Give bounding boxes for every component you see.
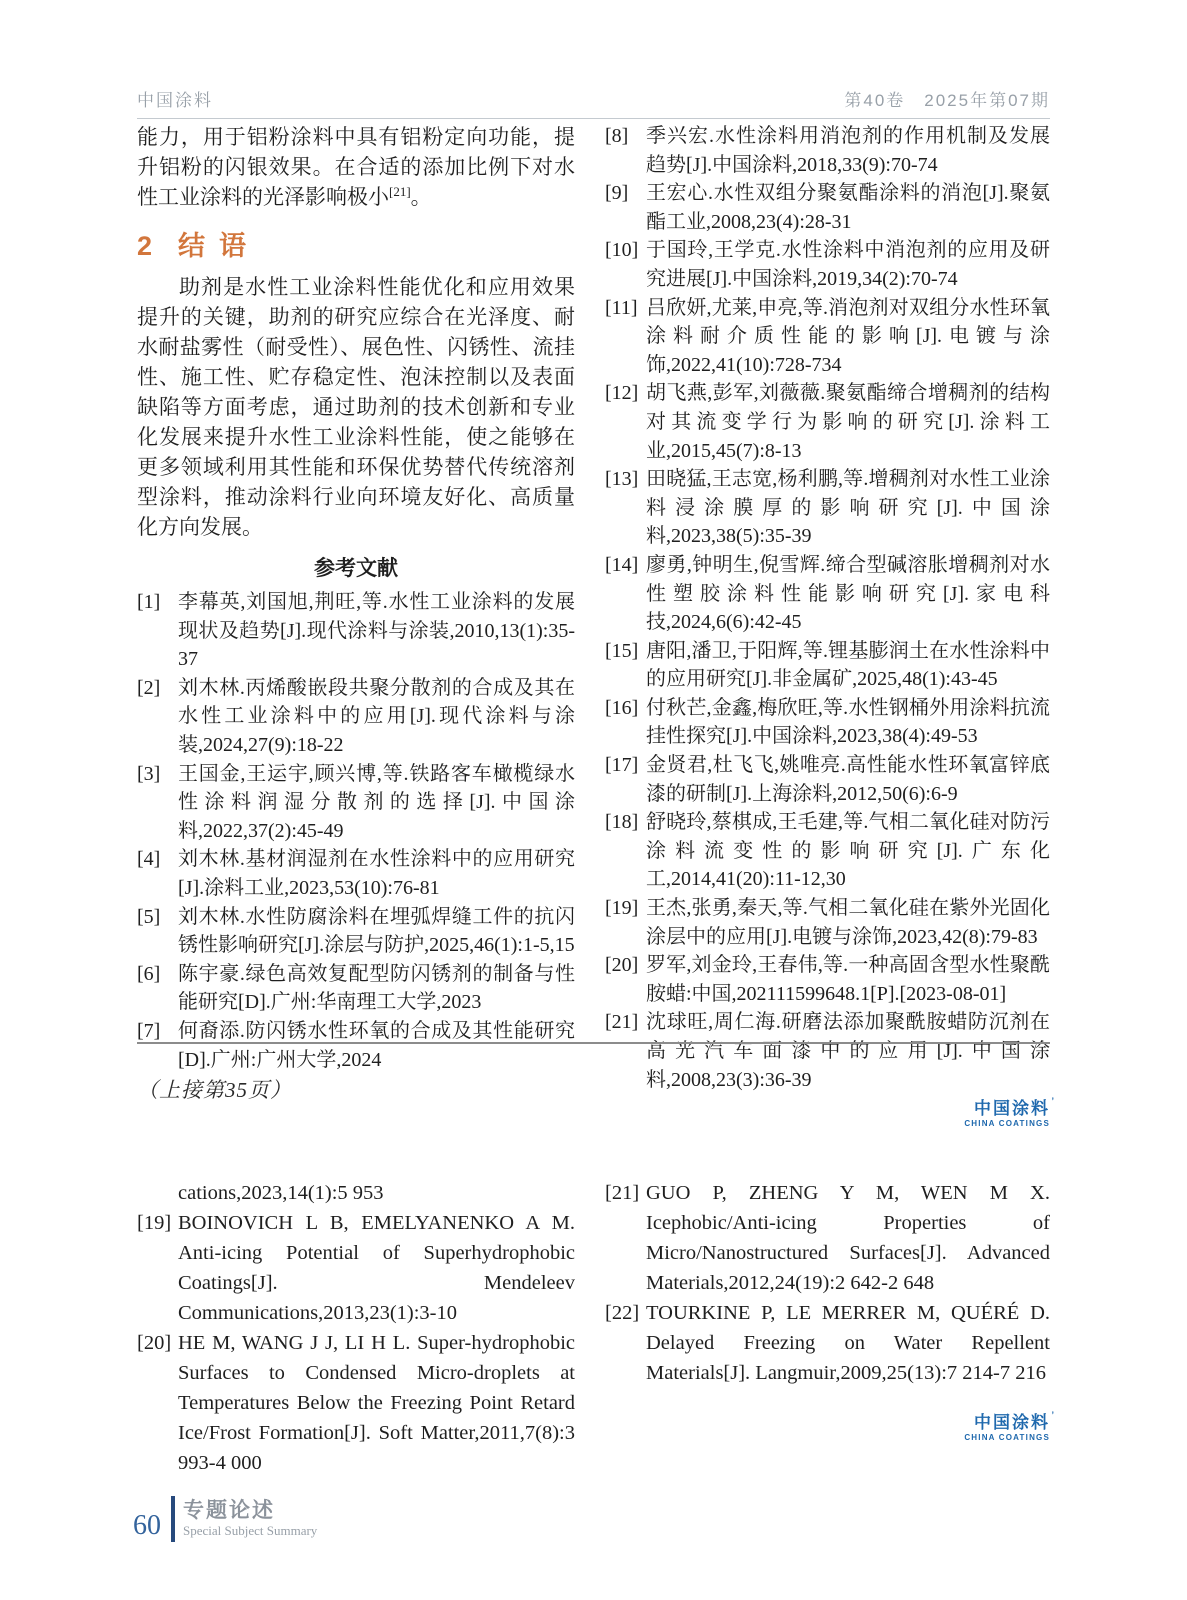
logo-chinese-text: 中国涂料 ’ [974, 1096, 1056, 1119]
reference-text: 胡飞燕,彭军,刘薇薇.聚氨酯缔合增稠剂的结构对其流变学行为影响的研究[J].涂料工业,2015,45(7):8-13 [646, 382, 1050, 462]
page-number: 60 [133, 1510, 161, 1541]
reference-text: cations,2023,14(1):5 953 [178, 1182, 384, 1204]
article-divider-line [137, 1042, 1050, 1044]
reference-item [137, 674, 575, 760]
reference-item [137, 588, 575, 674]
footer-section-english: Special Subject Summary [183, 1523, 318, 1538]
reference-number: [12] [605, 382, 639, 405]
reference-text: 金贤君,杜飞飞,姚唯亮.高性能水性环氧富锌底漆的研制[J].上海涂料,2012,50(6):6-9 [646, 754, 1050, 805]
continued-references-right [605, 1178, 1050, 1388]
reference-number: [21] [605, 1011, 639, 1034]
section-heading-conclusion [137, 229, 575, 263]
left-column [137, 122, 575, 1128]
reference-item [137, 1178, 575, 1208]
china-coatings-logo [605, 1096, 1056, 1129]
reference-item [137, 960, 575, 1017]
reference-number: [14] [605, 553, 639, 576]
reference-number: [20] [137, 1332, 172, 1354]
footer-divider-bar [171, 1496, 175, 1542]
reference-item [605, 551, 1050, 637]
reference-item [605, 751, 1050, 808]
reference-number: [10] [605, 239, 639, 262]
right-column [605, 122, 1056, 1129]
reference-number: [22] [605, 1302, 640, 1324]
footer-section-labels [183, 1499, 317, 1539]
header-issue-info: 第40卷 2025年第07期 [844, 91, 1050, 110]
reference-number: [21] [605, 1182, 640, 1204]
reference-text: 刘木林.基材润湿剂在水性涂料中的应用研究[J].涂料工业,2023,53(10):76-81 [178, 848, 575, 899]
reference-text: 王宏心.水性双组分聚氨酯涂料的消泡[J].聚氨酯工业,2008,23(4):28-31 [646, 182, 1050, 233]
logo-chinese-text: 中国涂料 ’ [974, 1410, 1056, 1432]
reference-item [137, 1017, 575, 1074]
continued-references-left [137, 1178, 575, 1478]
reference-item [605, 808, 1050, 894]
reference-item [605, 1298, 1050, 1388]
reference-item [137, 1328, 575, 1478]
section-title: 结语 [178, 231, 261, 261]
footer-section-chinese: 专题论述 [183, 1499, 275, 1522]
reference-text: 付秋芒,金鑫,梅欣旺,等.水性钢桶外用涂料抗流挂性探究[J].中国涂料,2023,38(4):49-53 [646, 696, 1050, 748]
reference-item [605, 1008, 1050, 1094]
reference-text: 沈球旺,周仁海.研磨法添加聚酰胺蜡防沉剂在高光汽车面漆中的应用[J].中国涂料,2008,23(3):36-39 [646, 1011, 1050, 1091]
reference-number: [5] [137, 905, 161, 928]
reference-number: [7] [137, 1019, 161, 1042]
reference-number: [2] [137, 676, 161, 699]
reference-text: GUO P, ZHENG Y M, WEN M X. Icephobic/Anti-icing Properties of Micro/Nanostructured Surfaces[J]. Advanced Materials,2012,24(19):2 642-2 648 [646, 1182, 1050, 1294]
references-list-right [605, 122, 1050, 1094]
reference-text: 唐阳,潘卫,于阳辉,等.锂基膨润土在水性涂料中的应用研究[J].非金属矿,2025,48(1):43-45 [646, 639, 1050, 691]
intro-paragraph [137, 122, 575, 212]
reference-item [605, 379, 1050, 465]
logo-english-text: CHINA COATINGS [964, 1119, 1050, 1129]
reference-text: 季兴宏.水性涂料用消泡剂的作用机制及发展趋势[J].中国涂料,2018,33(9):70-74 [646, 125, 1050, 176]
reference-item [137, 845, 575, 902]
section-number: 2 [137, 231, 153, 261]
reference-text: 于国玲,王学克.水性涂料中消泡剂的应用及研究进展[J].中国涂料,2019,34(2):70-74 [646, 239, 1050, 290]
reference-number: [19] [605, 897, 639, 920]
continued-section [137, 1178, 1056, 1478]
reference-item [137, 760, 575, 846]
reference-text: 吕欣妍,尤莱,申亮,等.消泡剂对双组分水性环氧涂料耐介质性能的影响[J].电镀与涂饰,2022,41(10):728-734 [646, 296, 1050, 376]
reference-text: 刘木林.水性防腐涂料在埋弧焊缝工件的抗闪锈性影响研究[J].涂层与防护,2025,46(1):1-5,15 [178, 905, 575, 957]
reference-item [605, 122, 1050, 179]
reference-text: 王杰,张勇,秦天,等.气相二氧化硅在紫外光固化涂层中的应用[J].电镀与涂饰,2023,42(8):79-83 [646, 897, 1050, 948]
reference-number: [15] [605, 639, 639, 662]
conclusion-paragraph: 助剂是水性工业涂料性能优化和应用效果提升的关键，助剂的研究应综合在光泽度、耐水耐盐雾性（耐受性）、展色性、闪锈性、流挂性、施工性、贮存稳定性、泡沫控制以及表面缺陷等方面考虑，通过助剂的技术创新和专业化发展来提升水性工业涂料性能，使之能够在更多领域利用其性能和环保优势替代传统溶剂型涂料，推动涂料行业向环境友好化、高质量化方向发展。 [137, 275, 575, 539]
references-heading: 参考文献 [314, 557, 398, 580]
reference-number: [1] [137, 591, 161, 613]
reference-number: [8] [605, 125, 629, 147]
china-coatings-logo [605, 1410, 1056, 1442]
reference-item [605, 951, 1050, 1008]
main-content [137, 122, 1056, 1129]
reference-text: HE M, WANG J J, LI H L. Super-hydrophobic Surfaces to Condensed Micro-droplets at Temperatures Below the Freezing Point Retard Ice/Frost Formation[J]. Soft Matter,2011,7(8):3 993-4 000 [178, 1332, 575, 1474]
reference-number: [17] [605, 754, 639, 777]
intro-citation-superscript: [21] [389, 184, 411, 199]
intro-text: 能力，用于铝粉涂料中具有铝粉定向功能，提升铝粉的闪银效果。在合适的添加比例下对水性工业涂料的光泽影响极小 [137, 125, 575, 209]
references-list-left [137, 588, 575, 1074]
reference-text: 罗军,刘金玲,王春伟,等.一种高固含型水性聚酰胺蜡:中国,202111599648.1[P].[2023-08-01] [646, 954, 1050, 1005]
page-footer [133, 1496, 317, 1542]
reference-item [605, 465, 1050, 551]
logo-trademark-mark: ’ [1051, 1410, 1056, 1420]
reference-number: [19] [137, 1212, 172, 1234]
reference-item [605, 894, 1050, 951]
continued-left-column [137, 1178, 575, 1478]
reference-text: TOURKINE P, LE MERRER M, QUÉRÉ D. Delayed Freezing on Water Repellent Materials[J]. Langmuir,2009,25(13):7 214-7 216 [646, 1302, 1050, 1384]
reference-text: 陈宇豪.绿色高效复配型防闪锈剂的制备与性能研究[D].广州:华南理工大学,2023 [178, 962, 575, 1014]
reference-item [137, 903, 575, 960]
reference-text: 舒晓玲,蔡棋成,王毛建,等.气相二氧化硅对防污涂料流变性的影响研究[J].广东化工,2014,41(20):11-12,30 [646, 811, 1050, 891]
reference-number: [11] [605, 296, 638, 319]
reference-item [605, 294, 1050, 380]
reference-number: [6] [137, 962, 161, 985]
reference-item [605, 179, 1050, 236]
reference-number: [20] [605, 954, 639, 977]
logo-trademark-mark: ’ [1051, 1096, 1056, 1107]
page-header [137, 86, 1050, 119]
reference-item [605, 1178, 1050, 1298]
reference-number: [4] [137, 848, 161, 871]
reference-text: 廖勇,钟明生,倪雪辉.缔合型碱溶胀增稠剂对水性塑胶涂料性能影响研究[J].家电科技,2024,6(6):42-45 [646, 553, 1050, 634]
intro-period: 。 [410, 185, 432, 209]
reference-number: [13] [605, 468, 639, 491]
continued-from-note: （上接第35页） [137, 1078, 292, 1102]
reference-text: 李幕英,刘国旭,荆旺,等.水性工业涂料的发展现状及趋势[J].现代涂料与涂装,2010,13(1):35-37 [178, 591, 575, 671]
reference-number: [18] [605, 811, 639, 834]
logo-english-text: CHINA COATINGS [964, 1432, 1050, 1442]
reference-text: BOINOVICH L B, EMELYANENKO A M. Anti-icing Potential of Superhydrophobic Coatings[J]. Mendeleev Communications,2013,23(1):3-10 [178, 1212, 575, 1324]
reference-number: [3] [137, 762, 161, 785]
reference-text: 何裔添.防闪锈水性环氧的合成及其性能研究[D].广州:广州大学,2024 [178, 1019, 575, 1071]
reference-number: [16] [605, 696, 639, 719]
reference-item [605, 637, 1050, 694]
reference-item [605, 236, 1050, 293]
reference-text: 田晓猛,王志宽,杨利鹏,等.增稠剂对水性工业涂料浸涂膜厚的影响研究[J].中国涂料,2023,38(5):35-39 [646, 468, 1050, 548]
reference-item [605, 694, 1050, 751]
reference-text: 刘木林.丙烯酸嵌段共聚分散剂的合成及其在水性工业涂料中的应用[J].现代涂料与涂装,2024,27(9):18-22 [178, 676, 575, 756]
continued-right-column [605, 1178, 1056, 1478]
reference-number: [9] [605, 182, 629, 205]
reference-text: 王国金,王运宇,顾兴博,等.铁路客车橄榄绿水性涂料润湿分散剂的选择[J].中国涂料,2022,37(2):45-49 [178, 762, 575, 842]
header-journal-title: 中国涂料 [137, 91, 213, 110]
reference-item [137, 1208, 575, 1328]
